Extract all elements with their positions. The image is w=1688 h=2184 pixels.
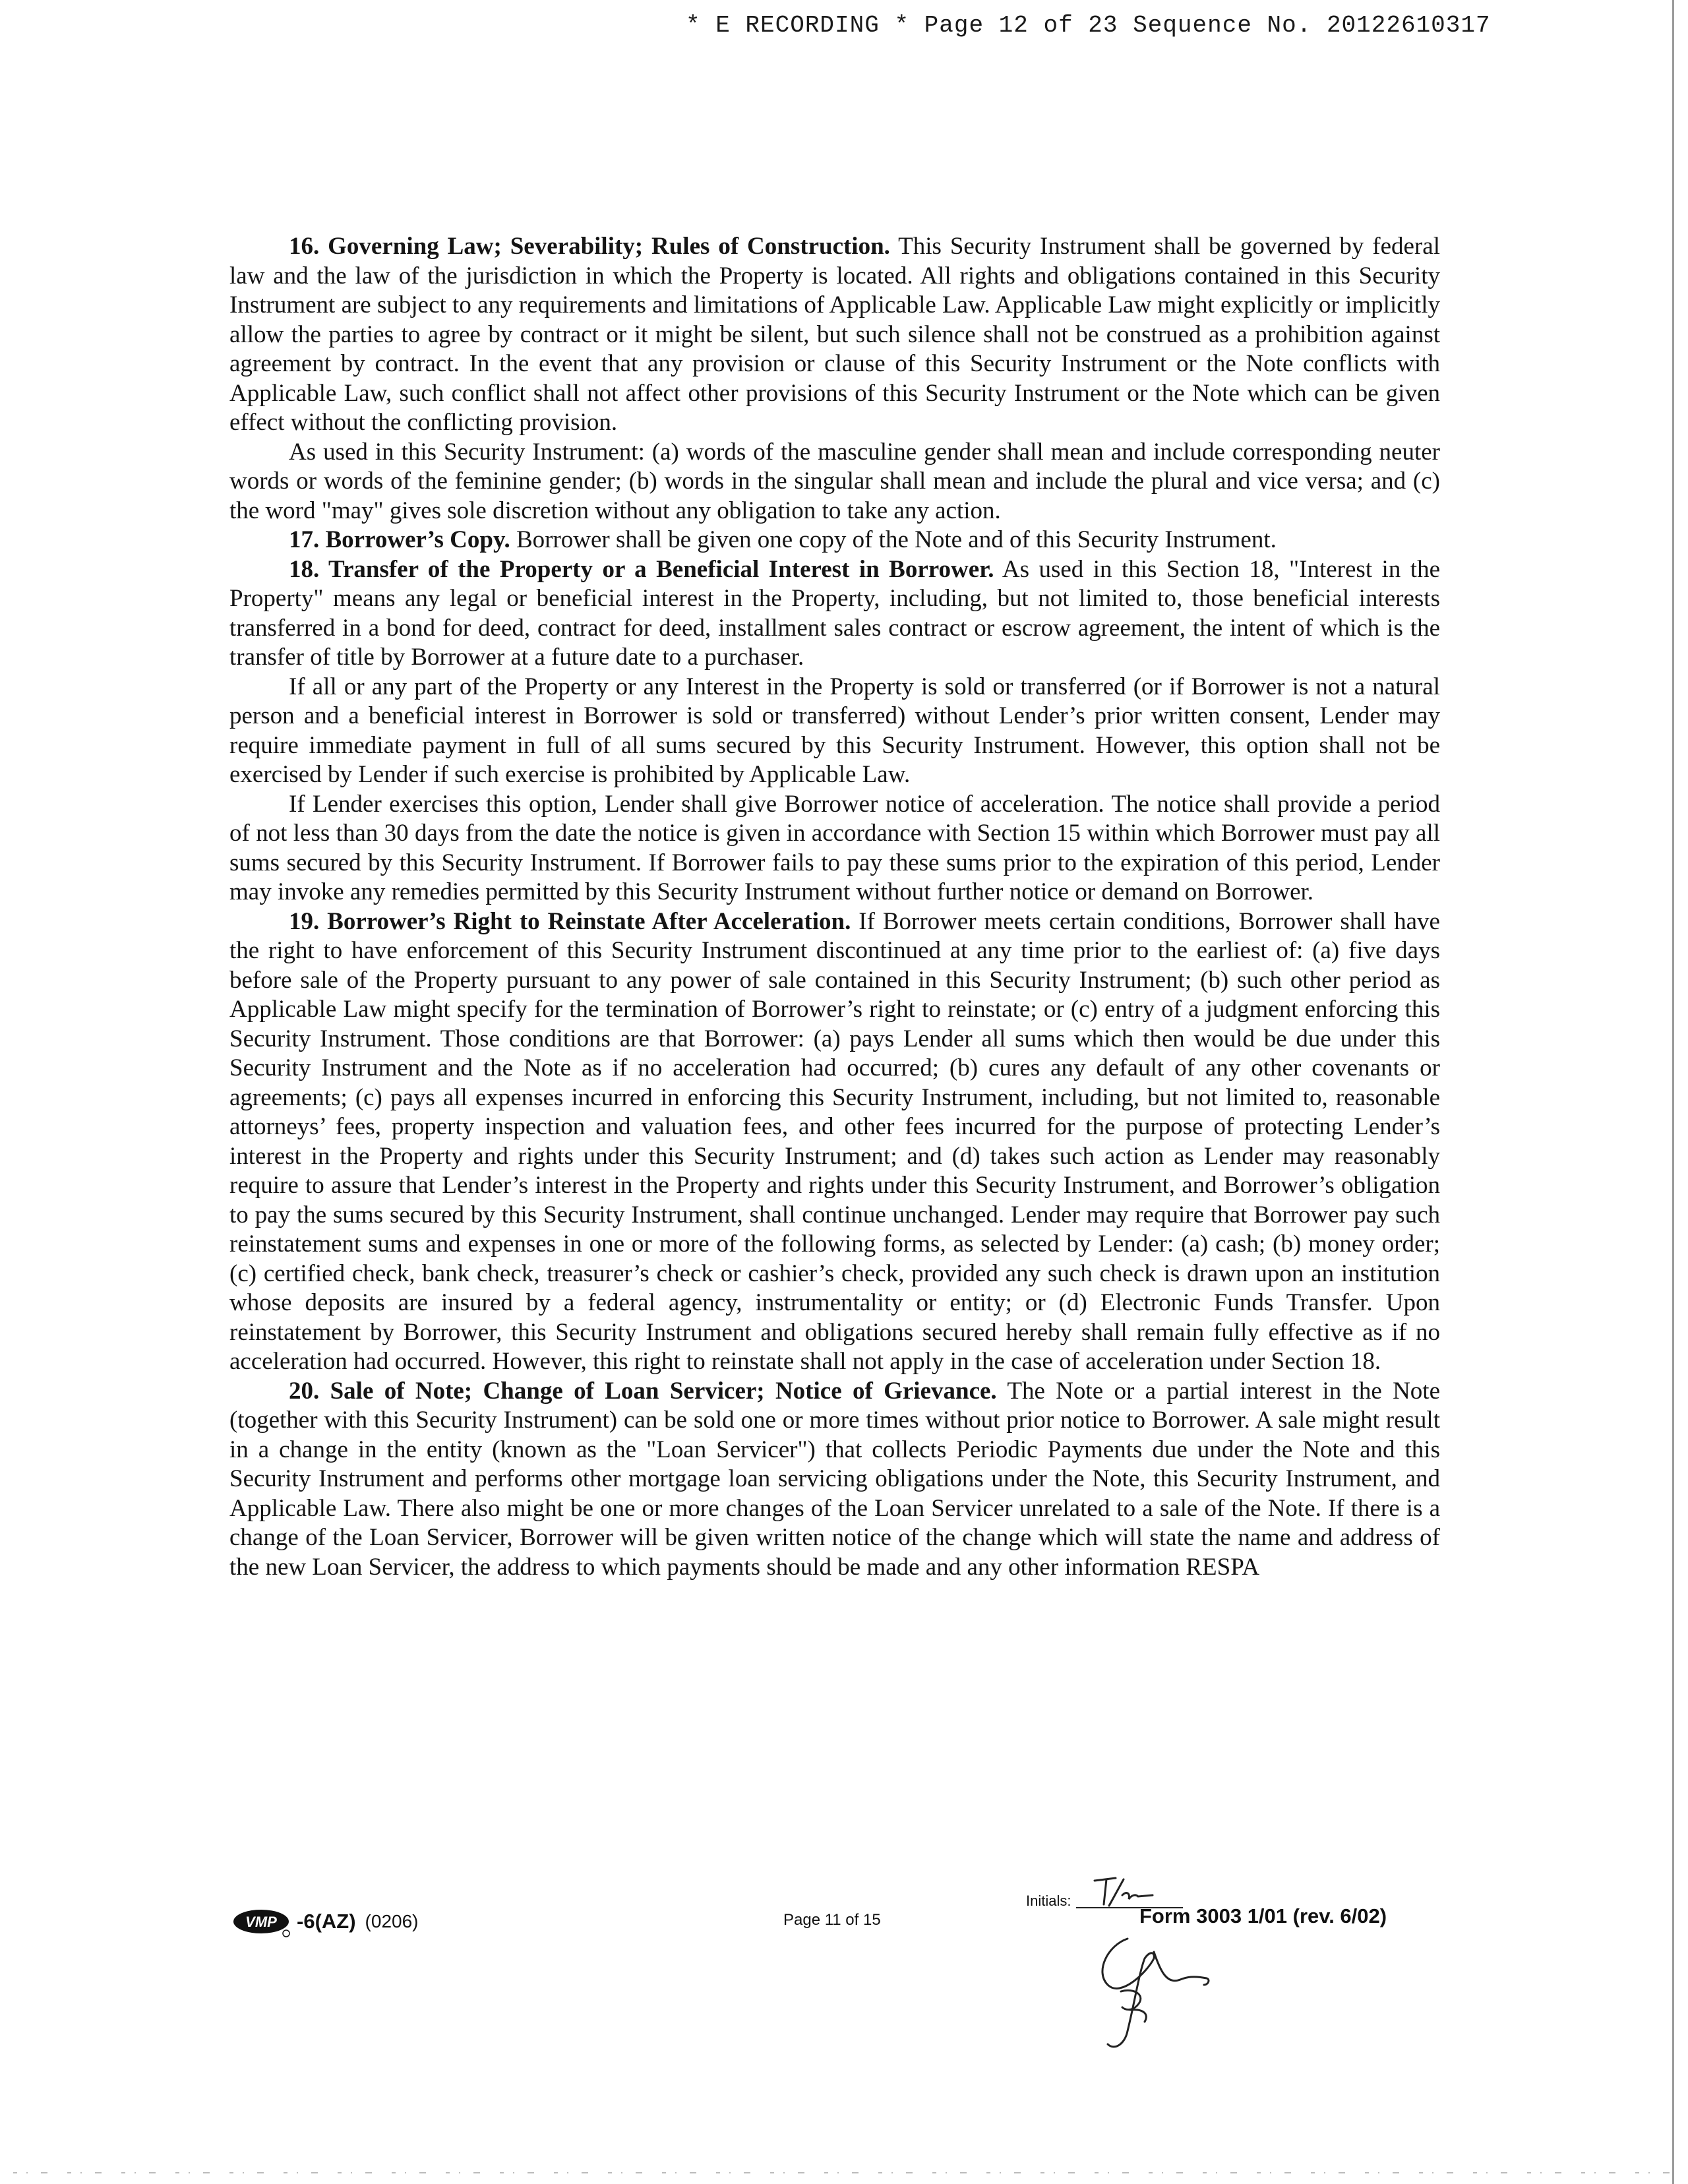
paragraph-18	[229, 555, 1440, 673]
scan-noise-strip	[0, 2169, 1688, 2176]
vmp-logo-icon	[231, 1906, 294, 1937]
paragraph-text: If Lender exercises this option, Lender shall give Borrower notice of acceleration. The notice shall provide a period of not less than 30 days from the date the notice is given in accordance with Section 15 within which Borrower must pay all sums secured by this Security Instrument. If Borrower fails to pay these sums prior to the expiration of this period, Lender may invoke any remedies permitted by this Security Instrument without further notice or demand on Borrower.	[229, 790, 1440, 905]
section-heading: 18. Transfer of the Property or a Beneficial Interest in Borrower.	[289, 555, 994, 583]
paragraph-text: Borrower shall be given one copy of the Note and of this Security Instrument.	[510, 526, 1277, 553]
paragraph-19	[229, 907, 1440, 1377]
signature-icon	[1081, 1932, 1240, 2057]
scan-edge-line	[1672, 0, 1674, 2184]
form-number: Form 3003 1/01 (rev. 6/02)	[1139, 1904, 1387, 1927]
paragraph-18-acceleration	[229, 790, 1440, 907]
paragraph-17	[229, 526, 1440, 555]
paragraph-20	[229, 1377, 1440, 1583]
paragraph-18-consent	[229, 673, 1440, 790]
paragraph-text: As used in this Security Instrument: (a) words of the masculine gender shall mean and include corresponding neuter words or words of the feminine gender; (b) words in the singular shall mean and include the plural and vice versa; and (c) the word "may" gives sole discretion without any obligation to take any action.	[229, 438, 1440, 524]
paragraph-16-continued	[229, 438, 1440, 526]
form-revision: (0206)	[365, 1911, 419, 1931]
paragraph-text: If all or any part of the Property or any Interest in the Property is sold or transferred (or if Borrower is not a natural person and a beneficial interest in Borrower is sold or transferred) without Lender’s prior written consent, Lender may require immediate payment in full of all sums secured by this Security Instrument. However, this option shall not be exercised by Lender if such exercise is prohibited by Applicable Law.	[229, 673, 1440, 788]
form-identifier	[231, 1906, 418, 1937]
section-heading: 19. Borrower’s Right to Reinstate After Acceleration.	[289, 907, 851, 935]
section-heading: 17. Borrower’s Copy.	[289, 526, 510, 553]
document-body	[229, 232, 1440, 1582]
paragraph-text: The Note or a partial interest in the Note (together with this Security Instrument) can be sold one or more times without prior notice to Borrower. A sale might result in a change in the entity (known as the "Loan Servicer") that collects Periodic Payments due under the Note and this Security Instrument and performs other mortgage loan servicing obligations under the Note, this Security Instrument, and Applicable Law. There also might be one or more changes of the Loan Servicer unrelated to a sale of the Note. If there is a change of the Loan Servicer, Borrower will be given written notice of the change which will state the name and address of the new Loan Servicer, the address to which payments should be made and any other information RESPA	[229, 1377, 1440, 1581]
paragraph-text: This Security Instrument shall be governed by federal law and the law of the jurisdiction in which the Property is located. All rights and obligations contained in this Security Instrument are subject to any requirements and limitations of Applicable Law. Applicable Law might explicitly or implicitly allow the parties to agree by contract or it might be silent, but such silence shall not be construed as a prohibition against agreement by contract. In the event that any provision or clause of this Security Instrument or the Note conflicts with Applicable Law, such conflict shall not affect other provisions of this Security Instrument or the Note which can be given effect without the conflicting provision.	[229, 233, 1440, 436]
section-heading: 16. Governing Law; Severability; Rules of Construction.	[289, 233, 890, 260]
page-number: Page 11 of 15	[783, 1911, 881, 1929]
paragraph-text: As used in this Section 18, "Interest in the Property" means any legal or beneficial interest in the Property, including, but not limited to, those beneficial interests transferred in a bond for deed, contract for deed, installment sales contract or escrow agreement, the intent of which is the transfer of title by Borrower at a future date to a purchaser.	[229, 555, 1440, 671]
logo-text: VMP	[245, 1914, 277, 1930]
section-heading: 20. Sale of Note; Change of Loan Servicer; Notice of Grievance.	[289, 1377, 997, 1405]
initials-label: Initials:	[1026, 1893, 1071, 1909]
recording-header: * E RECORDING * Page 12 of 23 Sequence No. 20122610317	[686, 12, 1491, 39]
form-code: -6(AZ)	[297, 1910, 356, 1933]
paragraph-text: If Borrower meets certain conditions, Borrower shall have the right to have enforcement of this Security Instrument discontinued at any time prior to the earliest of: (a) five days before sale of the Property pursuant to any power of sale contained in this Security Instrument; (b) such other period as Applicable Law might specify for the termination of Borrower’s right to reinstate; or (c) entry of a judgment enforcing this Security Instrument. Those conditions are that Borrower: (a) pays Lender all sums which then would be due under this Security Instrument and the Note as if no acceleration had occurred; (b) cures any default of any other covenants or agreements; (c) pays all expenses incurred in enforcing this Security Instrument, including, but not limited to, reasonable attorneys’ fees, property inspection and valuation fees, and other fees incurred for the purpose of protecting Lender’s interest in the Property and rights under this Security Instrument; and (d) takes such action as Lender may reasonably require to assure that Lender’s interest in the Property and rights under this Security Instrument, and Borrower’s obligation to pay the sums secured by this Security Instrument, shall continue unchanged. Lender may require that Borrower pay such reinstatement sums and expenses in one or more of the following forms, as selected by Lender: (a) cash; (b) money order; (c) certified check, bank check, treasurer’s check or cashier’s check, provided any such check is drawn upon an institution whose deposits are insured by a federal agency, instrumentality or entity; or (d) Electronic Funds Transfer. Upon reinstatement by Borrower, this Security Instrument and obligations secured hereby shall remain fully effective as if no acceleration had occurred. However, this right to reinstate shall not apply in the case of acceleration under Section 18.	[229, 907, 1440, 1375]
paragraph-16	[229, 232, 1440, 438]
